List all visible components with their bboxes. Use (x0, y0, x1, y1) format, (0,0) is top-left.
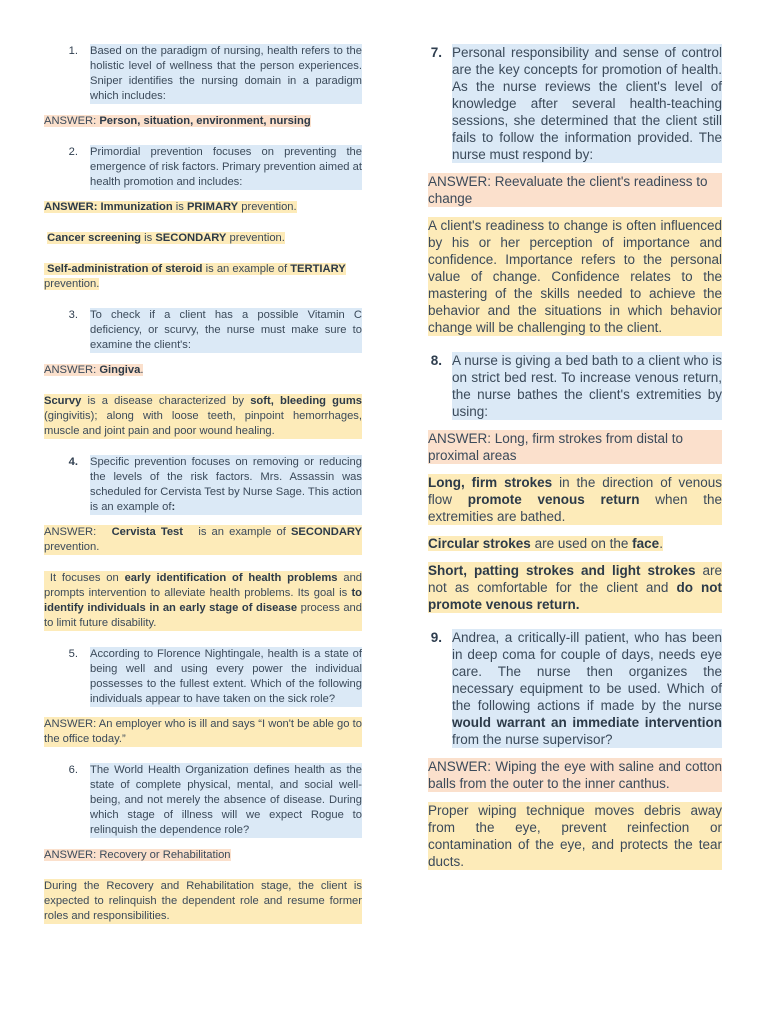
explanation-bold: Short, patting strokes and light strokes (428, 563, 696, 578)
answer-text: is (144, 232, 153, 244)
question-number: 8. (430, 353, 442, 368)
answer-9: ANSWER: Wiping the eye with saline and cotton balls from the outer to the inner canthus. (428, 759, 722, 791)
answer-4 (44, 525, 362, 555)
question-number: 9. (430, 630, 442, 645)
explanation-text: when the extremities are bathed. (428, 492, 722, 524)
question-number: 6. (68, 764, 78, 776)
answer-text: is (175, 201, 184, 213)
question-number: 3. (68, 309, 78, 321)
left-column (44, 44, 362, 924)
answer-3 (44, 363, 362, 378)
explanation-8c (428, 562, 722, 613)
explanation-bold: soft, bleeding gums (250, 395, 362, 407)
explanation-8a (428, 474, 722, 525)
answer-2-line-3 (44, 262, 362, 292)
question-9 (428, 629, 722, 748)
explanation-9: Proper wiping technique moves debris away from the eye, prevent reinfection or contamination of the eye, and protects the tear ducts. (428, 803, 722, 869)
explanation-3 (44, 394, 362, 439)
answer-text: ANSWER: Recovery or Rehabilitation (44, 849, 231, 861)
answer-text: prevention. (44, 278, 100, 290)
answer-text: Gingiva (99, 364, 141, 376)
answer-label: ANSWER: (44, 115, 97, 127)
question-3 (44, 308, 362, 353)
question-2 (44, 145, 362, 190)
question-text: Primordial prevention focuses on preventing the emergence of risk factors. Primary prevention aimed at health promotion and includes: (90, 146, 362, 188)
explanation-8b (428, 535, 722, 552)
question-1 (44, 44, 362, 104)
answer-text: prevention. (44, 541, 100, 553)
explanation-text: in the direction of venous flow (428, 475, 722, 507)
explanation-bold: Circular strokes (428, 536, 531, 551)
question-5 (44, 647, 362, 707)
answer-bold: SECONDARY (155, 232, 227, 244)
explanation-bold: Long, firm strokes (428, 475, 553, 490)
answer-punct: . (140, 364, 144, 376)
question-text: According to Florence Nightingale, health is a state of being well and using every power the individual possesses to the fullest extent. Which of the following individuals appear to have taken on the sick role? (90, 648, 362, 705)
explanation-text: (gingivitis); along with loose teeth, pinpoint hemorrhages, muscle and joint pain and poor wound healing. (44, 410, 362, 437)
answer-bold: PRIMARY (186, 201, 239, 213)
explanation-4 (44, 571, 362, 631)
question-text: A nurse is giving a bed bath to a client who is on strict bed rest. To increase venous return, the nurse bathes the client's extremities by using: (452, 353, 722, 419)
answer-label: ANSWER: (44, 364, 97, 376)
explanation-bold: to identify individuals in an early stage of disease (44, 587, 363, 614)
question-text: Based on the paradigm of nursing, health refers to the holistic level of wellness that the person experiences. Sniper identifies the nursing domain in a paradigm which includes: (90, 45, 362, 102)
explanation-bold: do not promote venous return. (428, 580, 722, 612)
answer-1 (44, 114, 362, 129)
explanation-text: process and to limit future disability. (44, 602, 363, 629)
answer-bold: SECONDARY (290, 526, 363, 538)
answer-bold: TERTIARY (290, 263, 346, 275)
answer-2-line-1 (44, 200, 362, 215)
explanation-text: are not as comfortable for the client and (428, 563, 722, 595)
answer-5: ANSWER: An employer who is ill and says “I won't be able go to the office today.” (44, 718, 362, 745)
right-column (428, 44, 722, 870)
explanation-bold: Scurvy (44, 395, 82, 407)
answer-bold: Cervista Test (111, 526, 184, 538)
question-number: 7. (430, 45, 442, 60)
question-text: Personal responsibility and sense of control are the key concepts for promotion of health. As the nurse reviews the client's level of knowledge after several health-teaching sessions, she determined that the client still fails to follow the information provided. The nurse must respond by: (452, 45, 722, 162)
question-text (90, 455, 362, 515)
answer-8: ANSWER: Long, firm strokes from distal to proximal areas (428, 430, 722, 464)
answer-7: ANSWER: Reevaluate the client's readiness to change (428, 173, 722, 207)
explanation-7: A client's readiness to change is often influenced by his or her perception of importance and confidence. Importance refers to the personal value of change. Confidence relates to the mastering of the skills needed to achieve the behavior and the situations in which behavior change will be challenging to the client. (428, 218, 722, 335)
explanation-6: During the Recovery and Rehabilitation stage, the client is expected to relinquish the dependent role and resume former roles and responsibilities. (44, 880, 362, 922)
question-number: 1. (68, 45, 78, 57)
question-4 (44, 455, 362, 515)
explanation-text: and prompts intervention to alleviate health problems. Its goal is (44, 572, 363, 599)
answer-text: is an example of (205, 263, 288, 275)
answer-text: prevention. (229, 232, 285, 244)
answer-bold: Cancer screening (47, 232, 142, 244)
question-punct: : (171, 501, 176, 513)
answer-2-line-2 (44, 231, 362, 246)
answer-label: ANSWER: (44, 526, 97, 538)
question-text: The World Health Organization defines health as the state of complete physical, mental, and social well-being, and not merely the absence of disease. During which stage of illness will we expect Rogue to relinquish the dependence role? (90, 764, 362, 836)
question-text: To check if a client has a possible Vitamin C deficiency, or scurvy, the nurse must make sure to examine the client's: (90, 309, 362, 351)
answer-text: Person, situation, environment, nursing (99, 115, 311, 127)
explanation-bold: early identification of health problems (124, 572, 338, 584)
question-text-body: from the nurse supervisor? (452, 732, 613, 747)
explanation-text: It focuses on (49, 572, 119, 584)
explanation-bold: promote venous return (467, 492, 640, 507)
answer-text: is an example of (198, 526, 286, 538)
explanation-text: are used on the (534, 536, 629, 551)
question-text-body: Andrea, a critically-ill patient, who has been in deep coma for couple of days, needs eye care. The nurse then organizes the necessary equipment to be used. Which of the following actions if made by the nurse (452, 630, 722, 713)
question-bold: would warrant an immediate intervention (452, 715, 722, 730)
question-number: 2. (68, 146, 78, 158)
explanation-bold: face (632, 536, 660, 551)
question-text-body: Specific prevention focuses on removing or reducing the levels of the risk factors. Mrs. Assassin was scheduled for Cervista Test by Nurse Sage. This action is an example of (90, 456, 362, 513)
answer-6 (44, 848, 362, 863)
question-7 (428, 44, 722, 163)
question-8 (428, 352, 722, 420)
question-6 (44, 763, 362, 838)
explanation-text: is a disease characterized by (87, 395, 245, 407)
answer-text: prevention. (241, 201, 297, 213)
answer-bold: Self-administration of steroid (47, 263, 203, 275)
question-number: 4. (68, 456, 78, 468)
question-number: 5. (68, 648, 78, 660)
explanation-punct: . (659, 536, 663, 551)
answer-bold: ANSWER: Immunization (44, 201, 173, 213)
question-text (452, 629, 722, 748)
